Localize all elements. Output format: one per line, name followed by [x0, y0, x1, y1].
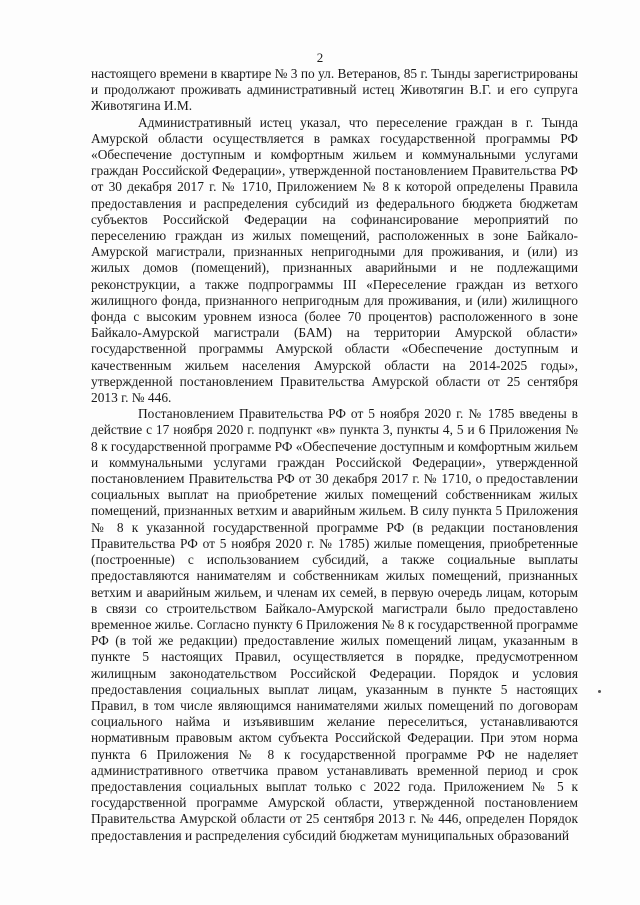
margin-mark — [598, 690, 601, 693]
document-body — [91, 66, 578, 844]
paragraph-continuation: настоящего времени в квартире № 3 по ул. Ветеранов, 85 г. Тынды зарегистрированы и продолжают проживать административный истец Животягин В.Г. и его супруга Животягина И.М. — [91, 66, 578, 114]
page-number: 2 — [316, 50, 324, 65]
paragraph-claim: Административный истец указал, что переселение граждан в г. Тында Амурской области осуществляется в рамках государственной программы РФ «Обеспечение доступным и комфортным жильем и коммунальными услугами граждан Российской Федерации», утвержденной постановлением Правительства РФ от 30 декабря 2017 г. № 1710, Приложением № 8 к которой определены Правила предоставления и распределения субсидий из федерального бюджета бюджетам субъектов Российской Федерации на софинансирование мероприятий по переселению граждан из жилых помещений, расположенных в зоне Байкало-Амурской магистрали, признанных непригодными для проживания, и (или) из жилых домов (помещений), признанных аварийными и не подлежащими реконструкции, а также подпрограммы III «Переселение граждан из ветхого жилищного фонда, признанного непригодным для проживания, и (или) жилищного фонда с высоким уровнем износа (более 70 процентов) расположенного в зоне Байкало-Амурской магистрали (БАМ) на территории Амурской области» государственной программы Амурской области «Обеспечение доступным и качественным жильем населения Амурской области на 2014-2025 годы», утвержденной постановлением Правительства Амурской области от 25 сентября 2013 г. № 446. — [91, 114, 578, 406]
paragraph-resolution: Постановлением Правительства РФ от 5 ноября 2020 г. № 1785 введены в действие с 17 ноября 2020 г. подпункт «в» пункта 3, пункты 4, 5 и 6 Приложения № 8 к государственной программе РФ «Обеспечение доступным и комфортным жильем и коммунальными услугами граждан Российской Федерации», утвержденной постановлением Правительства РФ от 30 декабря 2017 г. № 1710, о предоставлении социальных выплат на приобретение жилых помещений собственникам жилых помещений, признанных ветхим и аварийным жильем. В силу пункта 5 Приложения № 8 к указанной государственной программе РФ (в редакции постановления Правительства РФ от 5 ноября 2020 г. № 1785) жилые помещения, приобретенные (построенные) с использованием субсидий, а также социальные выплаты предоставляются нанимателям и собственникам жилых помещений, признанных ветхим и аварийным жильем, и членам их семей, в первую очередь лицам, которым в связи со строительством Байкало-Амурской магистрали было предоставлено временное жилье. Согласно пункту 6 Приложения № 8 к государственной программе РФ (в той же редакции) предоставление жилых помещений лицам, указанным в пункте 5 настоящих Правил, осуществляется в порядке, предусмотренном жилищным законодательством Российской Федерации. Порядок и условия предоставления социальных выплат лицам, указанным в пункте 5 настоящих Правил, в том числе являющимся нанимателями жилых помещений по договорам социального найма и изъявившим желание переселиться, устанавливаются нормативным правовым актом субъекта Российской Федерации. При этом норма пункта 6 Приложения № 8 к государственной программе РФ не наделяет административного ответчика правом устанавливать временной период и срок предоставления социальных выплат только с 2022 года. Приложением № 5 к государственной программе Амурской области, утвержденной постановлением Правительства Амурской области от 25 сентября 2013 г. № 446, определен Порядок предоставления и распределения субсидий бюджетам муниципальных образований — [91, 406, 578, 843]
